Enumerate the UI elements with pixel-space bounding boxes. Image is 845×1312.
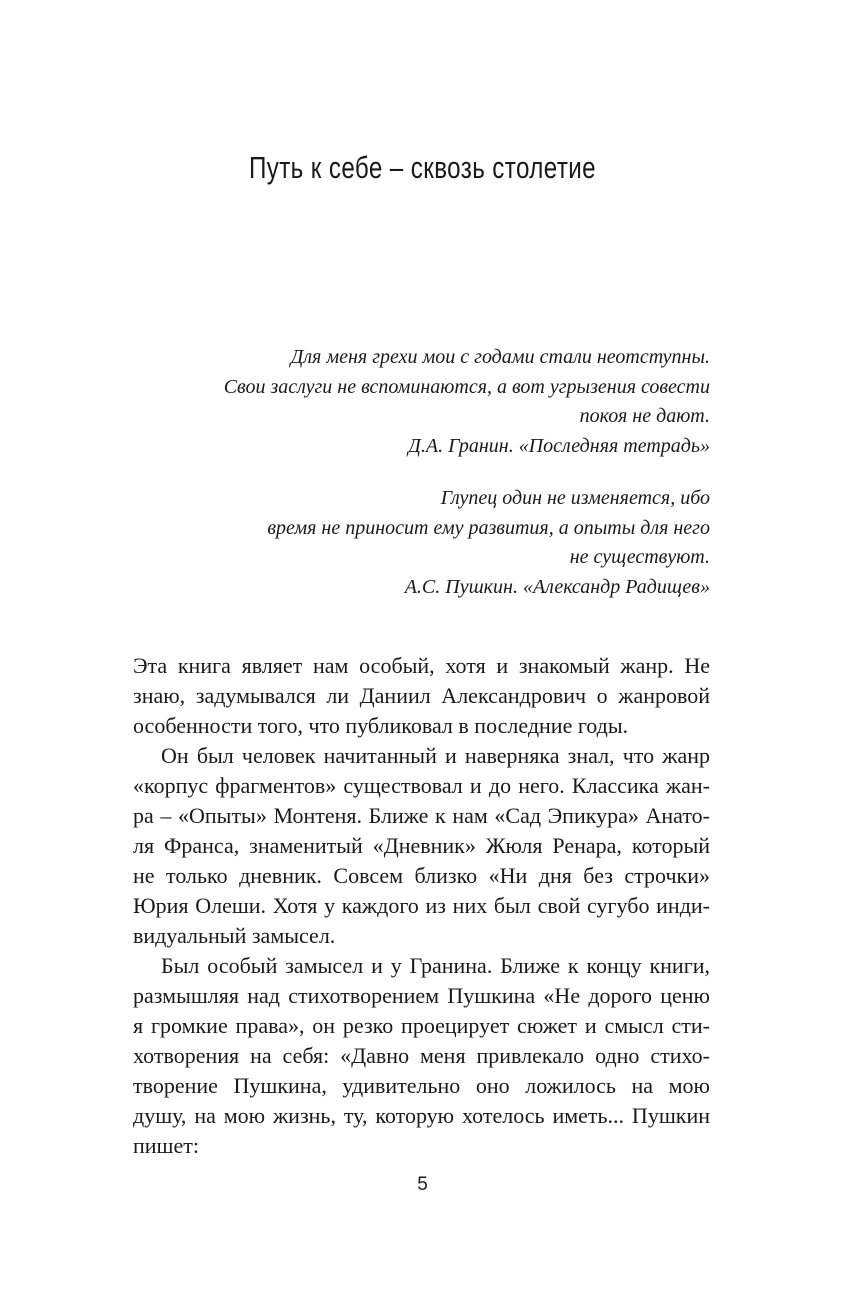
epigraph-attribution: А.С. Пушкин. «Александр Радищев» bbox=[404, 575, 710, 598]
page-number: 5 bbox=[417, 1174, 428, 1195]
text-line: Был особый замысел и у Гранина. Ближе к концу книги, bbox=[161, 953, 710, 978]
text-line: «корпус фрагментов» существовал и до него. Классика жан- bbox=[133, 773, 710, 798]
chapter-title: Путь к себе – сквозь столетие bbox=[248, 150, 597, 185]
text-line: не только дневник. Совсем близко «Ни дня без строчки» bbox=[133, 863, 710, 888]
epigraph-line: покоя не дают. bbox=[579, 405, 710, 427]
epigraph-line: Для меня грехи мои с годами стали неотступны. bbox=[290, 346, 710, 368]
text-line: Он был человек начитанный и наверняка знал, что жанр bbox=[161, 743, 710, 768]
text-line: Эта книга являет нам особый, хотя и знакомый жанр. Не bbox=[133, 653, 710, 678]
text-line: Юрия Олеши. Хотя у каждого из них был свой сугубо инди- bbox=[133, 893, 710, 918]
text-line: хотворения на себя: «Давно меня привлекало одно стихо- bbox=[133, 1043, 710, 1068]
text-line: особенности того, что публиковал в последние годы. bbox=[133, 713, 629, 738]
epigraph-line: Свои заслуги не вспоминаются, а вот угрызения совести bbox=[223, 375, 710, 398]
text-line: душу, на мою жизнь, ту, которую хотелось иметь... Пушкин bbox=[133, 1103, 710, 1128]
epigraph-pushkin bbox=[150, 484, 710, 602]
body-text bbox=[133, 651, 710, 1161]
text-line: пишет: bbox=[133, 1133, 199, 1158]
epigraph-line: Глупец один не изменяется, ибо bbox=[440, 487, 710, 509]
text-line: я громкие права», он резко проецирует сюжет и смысл сти- bbox=[133, 1013, 710, 1038]
epigraph-line: не существуют. bbox=[569, 546, 710, 568]
text-line: ра – «Опыты» Монтеня. Ближе к нам «Сад Эпикура» Анато- bbox=[133, 803, 710, 828]
text-line: ля Франса, знаменитый «Дневник» Жюля Ренара, который bbox=[133, 833, 710, 858]
text-line: видуальный замысел. bbox=[133, 923, 336, 948]
epigraph-line: время не приносит ему развития, а опыты для него bbox=[267, 516, 710, 539]
epigraph-granin bbox=[150, 343, 710, 461]
text-line: размышляя над стихотворением Пушкина «Не дорого ценю bbox=[133, 983, 710, 1008]
text-line: знаю, задумывался ли Даниил Александрович о жанровой bbox=[133, 683, 710, 708]
text-line: творение Пушкина, удивительно оно ложилось на мою bbox=[133, 1073, 710, 1098]
epigraph-attribution: Д.А. Гранин. «Последняя тетрадь» bbox=[408, 434, 710, 457]
